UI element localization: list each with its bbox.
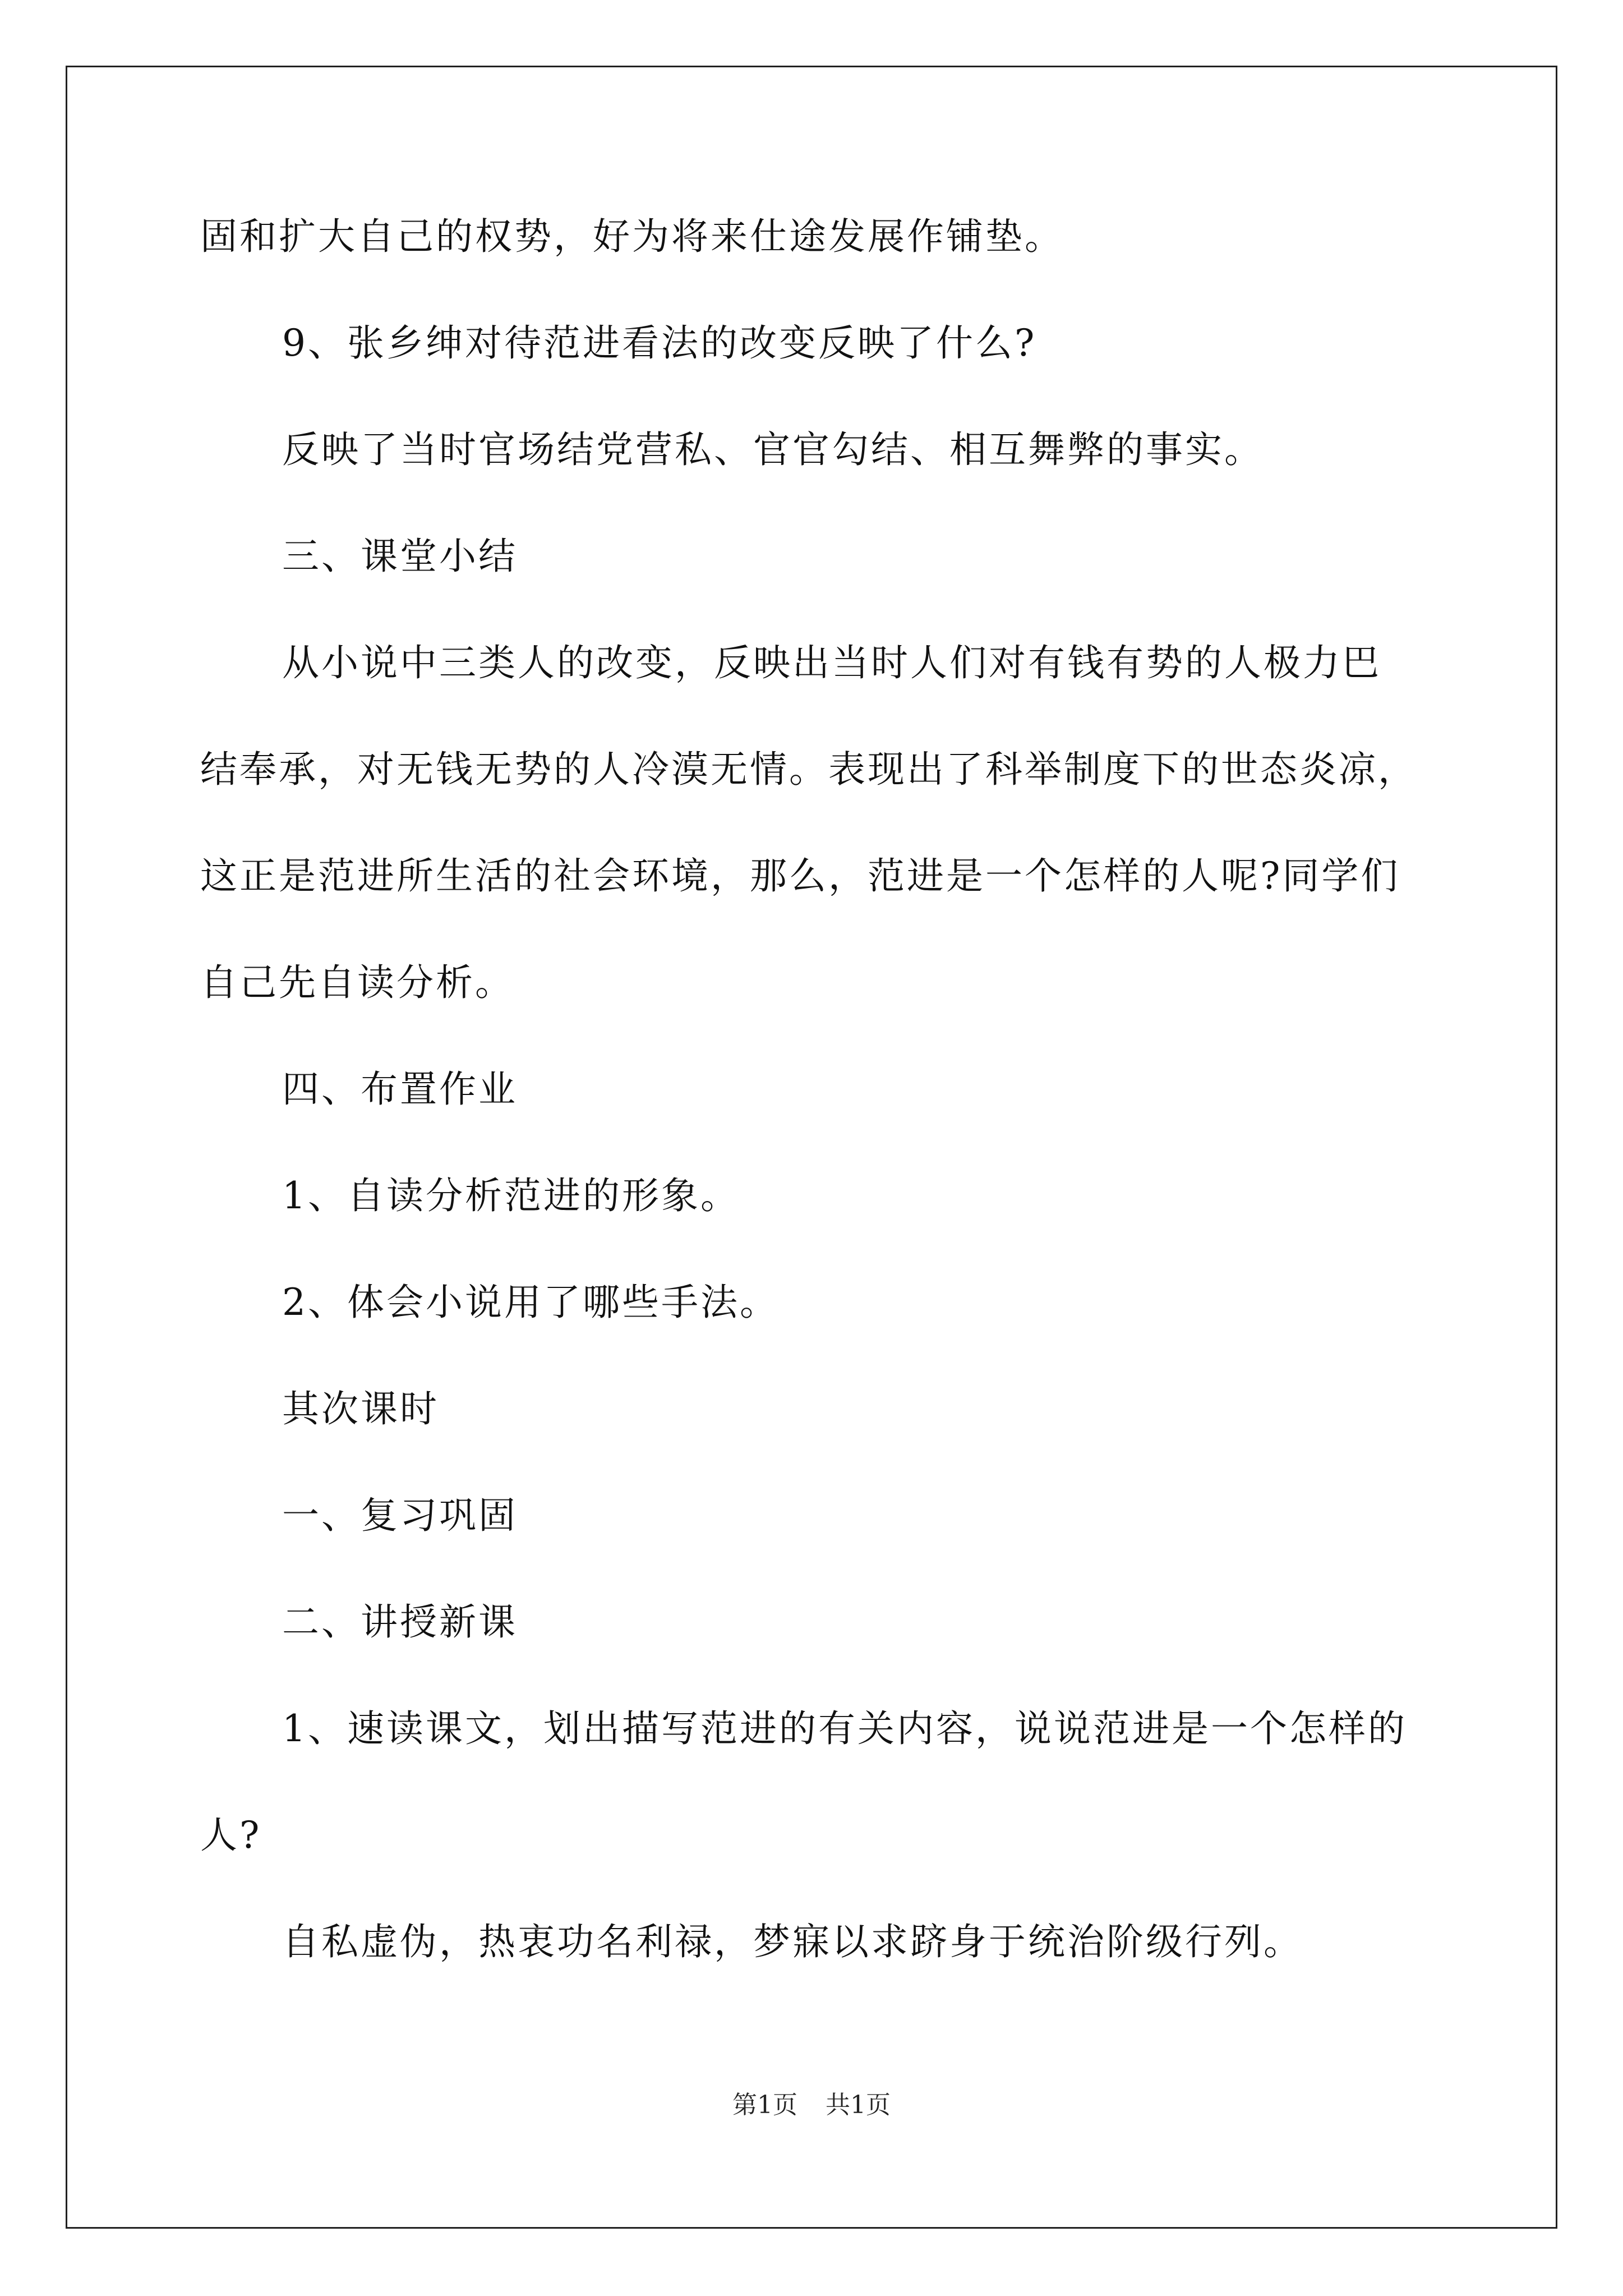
text-line-8: 自己先自读分析。 <box>200 961 514 1004</box>
text-line-7: 这正是范进所生活的社会环境，那么，范进是一个怎样的人呢?同学们 <box>200 854 1400 898</box>
section-heading-review: 一、复习巩固 <box>282 1494 518 1537</box>
page-total: 共1页 <box>826 2091 891 2119</box>
page-border <box>66 66 1557 2229</box>
text-line-1: 固和扩大自己的权势，好为将来仕途发展作铺垫。 <box>200 215 1064 258</box>
section-heading-second-lesson: 其次课时 <box>282 1387 439 1430</box>
text-line-10: 1、自读分析范进的形象。 <box>282 1174 740 1217</box>
section-heading-summary: 三、课堂小结 <box>282 535 518 578</box>
text-line-11: 2、体会小说用了哪些手法。 <box>282 1281 779 1324</box>
section-heading-new-lesson: 二、讲授新课 <box>282 1600 518 1644</box>
text-line-2: 9、张乡绅对待范进看法的改变反映了什么? <box>282 321 1037 365</box>
text-line-6: 结奉承，对无钱无势的人冷漠无情。表现出了科举制度下的世态炎凉， <box>200 748 1417 791</box>
text-line-15: 1、速读课文，划出描写范进的有关内容，说说范进是一个怎样的 <box>282 1707 1407 1750</box>
text-line-16: 人? <box>200 1814 262 1857</box>
page-number: 第1页 <box>732 2091 797 2119</box>
text-line-17: 自私虚伪，热衷功名利禄，梦寐以求跻身于统治阶级行列。 <box>282 1920 1303 1963</box>
text-line-5: 从小说中三类人的改变，反映出当时人们对有钱有势的人极力巴 <box>282 641 1381 684</box>
text-line-3: 反映了当时官场结党营私、官官勾结、相互舞弊的事实。 <box>282 428 1264 471</box>
page-footer <box>0 2090 1623 2121</box>
section-heading-homework: 四、布置作业 <box>282 1068 518 1111</box>
